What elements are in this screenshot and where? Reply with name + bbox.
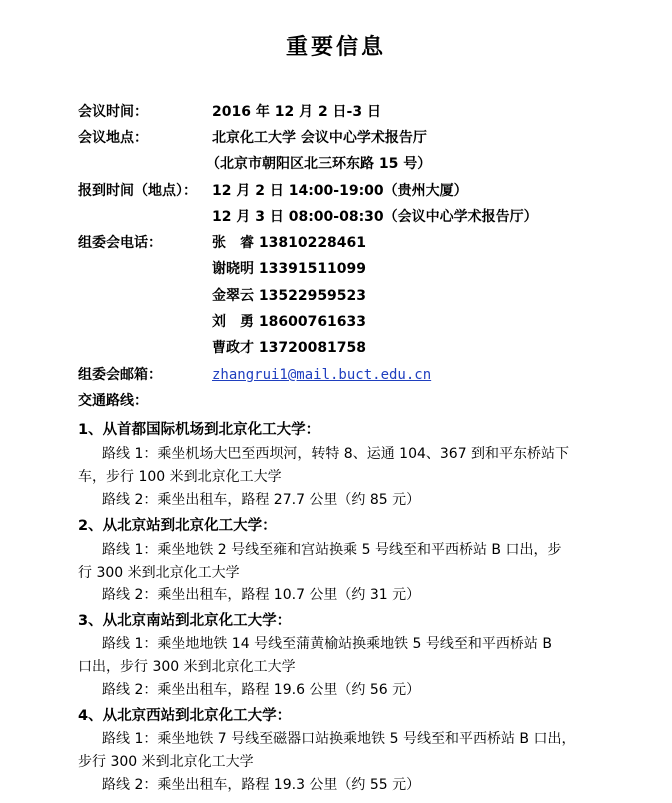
traffic-label: 交通路线： — [78, 393, 148, 409]
phone-label: 组委会电话： — [78, 235, 162, 251]
route-option-1-cont: 行 300 米到北京化工大学 — [78, 565, 240, 581]
phone-entry: 张 睿 13810228461 — [212, 235, 367, 251]
phone-entry: 谢晓明 13391511099 — [212, 261, 367, 277]
route-heading: 4、从北京西站到北京化工大学： — [78, 708, 292, 724]
route-option-1-cont: 口出，步行 300 米到北京化工大学 — [78, 659, 296, 675]
phone-entry: 曹政才 13720081758 — [212, 340, 367, 356]
route-option-1: 路线 1：乘坐地铁 2 号线至雍和宫站换乘 5 号线至和平西桥站 B 口出，步 — [102, 542, 562, 558]
route-heading: 1、从首都国际机场到北京化工大学： — [78, 422, 321, 438]
registration-line-2: 12 月 3 日 08:00-08:30（会议中心学术报告厅） — [212, 209, 538, 225]
email-link[interactable]: zhangrui1@mail.buct.edu.cn — [212, 367, 432, 383]
meeting-place-address: （北京市朝阳区北三环东路 15 号） — [206, 156, 432, 172]
meeting-time-value: 2016 年 12 月 2 日-3 日 — [212, 104, 381, 120]
route-option-1: 路线 1：乘坐机场大巴至西坝河，转特 8、运通 104、367 到和平东桥站下 — [102, 446, 570, 462]
meeting-time-label: 会议时间： — [78, 104, 148, 120]
phone-entry: 刘 勇 18600761633 — [212, 314, 367, 330]
meeting-place-value: 北京化工大学 会议中心学术报告厅 — [212, 130, 427, 146]
route-option-2: 路线 2：乘坐出租车，路程 10.7 公里（约 31 元） — [102, 587, 421, 603]
route-heading: 3、从北京南站到北京化工大学： — [78, 613, 292, 629]
registration-label: 报到时间（地点）： — [78, 183, 197, 199]
route-option-1: 路线 1：乘坐地铁 7 号线至磁器口站换乘地铁 5 号线至和平西桥站 B 口出， — [102, 731, 576, 747]
page-title: 重要信息 — [285, 34, 386, 60]
meeting-place-label: 会议地点： — [78, 130, 148, 146]
route-option-2: 路线 2：乘坐出租车，路程 27.7 公里（约 85 元） — [102, 492, 421, 508]
route-heading: 2、从北京站到北京化工大学： — [78, 518, 277, 534]
route-option-1-cont: 车，步行 100 米到北京化工大学 — [78, 469, 282, 485]
email-label: 组委会邮箱： — [78, 367, 162, 383]
phone-entry: 金翠云 13522959523 — [212, 288, 367, 304]
registration-line-1: 12 月 2 日 14:00-19:00（贵州大厦） — [212, 183, 468, 199]
route-option-2: 路线 2：乘坐出租车，路程 19.6 公里（约 56 元） — [102, 682, 421, 698]
route-option-1: 路线 1：乘坐地地铁 14 号线至蒲黄榆站换乘地铁 5 号线至和平西桥站 B — [102, 636, 552, 652]
route-option-2: 路线 2：乘坐出租车，路程 19.3 公里（约 55 元） — [102, 777, 421, 793]
route-option-1-cont: 步行 300 米到北京化工大学 — [78, 754, 254, 770]
